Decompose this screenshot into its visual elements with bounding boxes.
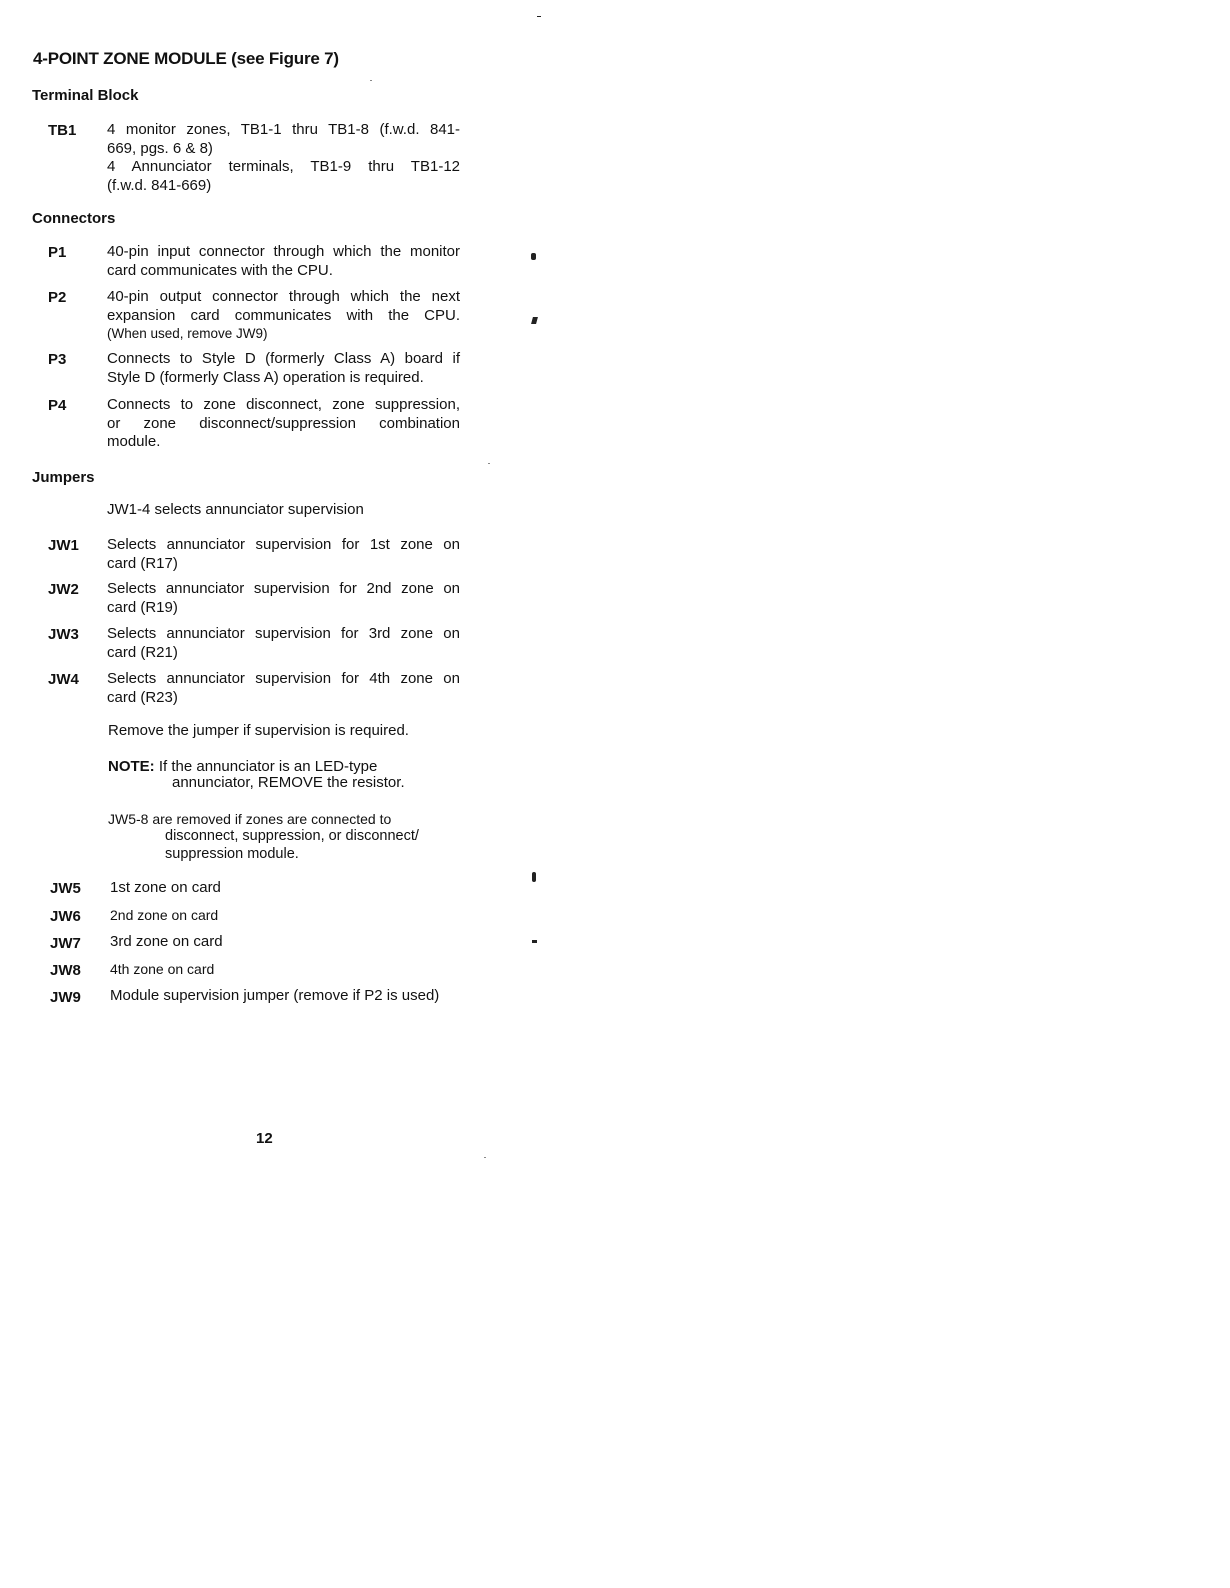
desc-jw2: [107, 580, 460, 617]
term-jw7: JW7: [50, 935, 81, 952]
term-jw2: JW2: [48, 581, 79, 598]
jumpers-heading: Jumpers: [32, 469, 95, 486]
desc-jw3: [107, 625, 460, 662]
desc-line: Connects to Style D (formerly Class A) board if: [107, 350, 460, 367]
desc-line: (f.w.d. 841-669): [107, 176, 212, 194]
scan-speck: [488, 463, 490, 464]
desc-jw9: Module supervision jumper (remove if P2 is used): [110, 987, 440, 1004]
desc-line: module.: [107, 433, 161, 450]
page-title: 4-POINT ZONE MODULE (see Figure 7): [33, 49, 339, 68]
desc-line: 40-pin input connector through which the monitor: [107, 243, 460, 260]
jumpers-intro: JW1-4 selects annunciator supervision: [107, 501, 364, 518]
desc-jw7: 3rd zone on card: [110, 933, 223, 950]
desc-jw6: 2nd zone on card: [110, 907, 219, 923]
desc-jw8: 4th zone on card: [110, 961, 215, 977]
desc-line: Selects annunciator supervision for 2nd zone on: [107, 580, 460, 597]
note-label: NOTE:: [108, 758, 155, 775]
desc-line: (When used, remove JW9): [107, 326, 268, 341]
term-jw1: JW1: [48, 537, 79, 554]
desc-line: card (R23): [107, 688, 178, 706]
desc-line: Style D (formerly Class A) operation is required.: [107, 368, 424, 386]
desc-line: or zone disconnect/suppression combination: [107, 414, 460, 432]
term-jw4: JW4: [48, 671, 79, 688]
jw58-line-1: JW5-8 are removed if zones are connected to: [108, 811, 392, 827]
desc-jw4: [107, 670, 460, 707]
jw58-line-3: suppression module.: [165, 846, 299, 862]
term-p4: P4: [48, 397, 67, 414]
desc-p3: [107, 350, 460, 387]
scan-speck: [531, 317, 538, 324]
term-jw3: JW3: [48, 626, 79, 643]
desc-tb1: [107, 121, 460, 195]
term-p2: P2: [48, 289, 67, 306]
desc-jw5: 1st zone on card: [110, 879, 221, 896]
connectors-heading: Connectors: [32, 210, 116, 227]
desc-line: card communicates with the CPU.: [107, 261, 333, 279]
term-p1: P1: [48, 244, 67, 261]
desc-line: card (R19): [107, 598, 178, 616]
scan-speck: [370, 80, 372, 81]
note-line-2: annunciator, REMOVE the resistor.: [172, 774, 405, 791]
term-jw8: JW8: [50, 962, 81, 979]
desc-line: 4 Annunciator terminals, TB1-9 thru TB1-12: [107, 158, 460, 175]
term-jw5: JW5: [50, 880, 81, 897]
note-line: If the annunciator is an LED-type: [158, 758, 378, 775]
desc-line: 669, pgs. 6 & 8): [107, 139, 213, 157]
page-number: 12: [256, 1130, 273, 1147]
term-jw6: JW6: [50, 908, 81, 925]
jw58-line-2: disconnect, suppression, or disconnect/: [165, 828, 419, 844]
desc-line: card (R21): [107, 643, 178, 661]
scan-speck: [532, 940, 537, 943]
desc-line: Connects to zone disconnect, zone suppression,: [107, 396, 460, 413]
desc-p2: [107, 288, 460, 344]
scan-speck: [537, 16, 541, 17]
remove-jumper-text: Remove the jumper if supervision is required.: [108, 722, 409, 739]
desc-line: 4 monitor zones, TB1-1 thru TB1-8 (f.w.d. 841-: [107, 121, 460, 138]
desc-p1: [107, 243, 460, 280]
scan-speck: [484, 1157, 486, 1158]
desc-jw1: [107, 536, 460, 573]
term-jw9: JW9: [50, 989, 81, 1006]
desc-line: Selects annunciator supervision for 3rd zone on: [107, 625, 460, 642]
desc-line: Selects annunciator supervision for 1st zone on: [107, 536, 460, 553]
term-tb1: TB1: [48, 122, 77, 139]
terminal-block-heading: Terminal Block: [32, 87, 139, 104]
desc-p4: [107, 396, 460, 452]
desc-line: card (R17): [107, 554, 178, 572]
scan-speck: [531, 253, 536, 260]
desc-line: 40-pin output connector through which the next: [107, 288, 460, 305]
term-p3: P3: [48, 351, 67, 368]
scan-speck: [532, 872, 536, 882]
desc-line: Selects annunciator supervision for 4th zone on: [107, 670, 460, 687]
desc-line: expansion card communicates with the CPU.: [107, 306, 460, 324]
